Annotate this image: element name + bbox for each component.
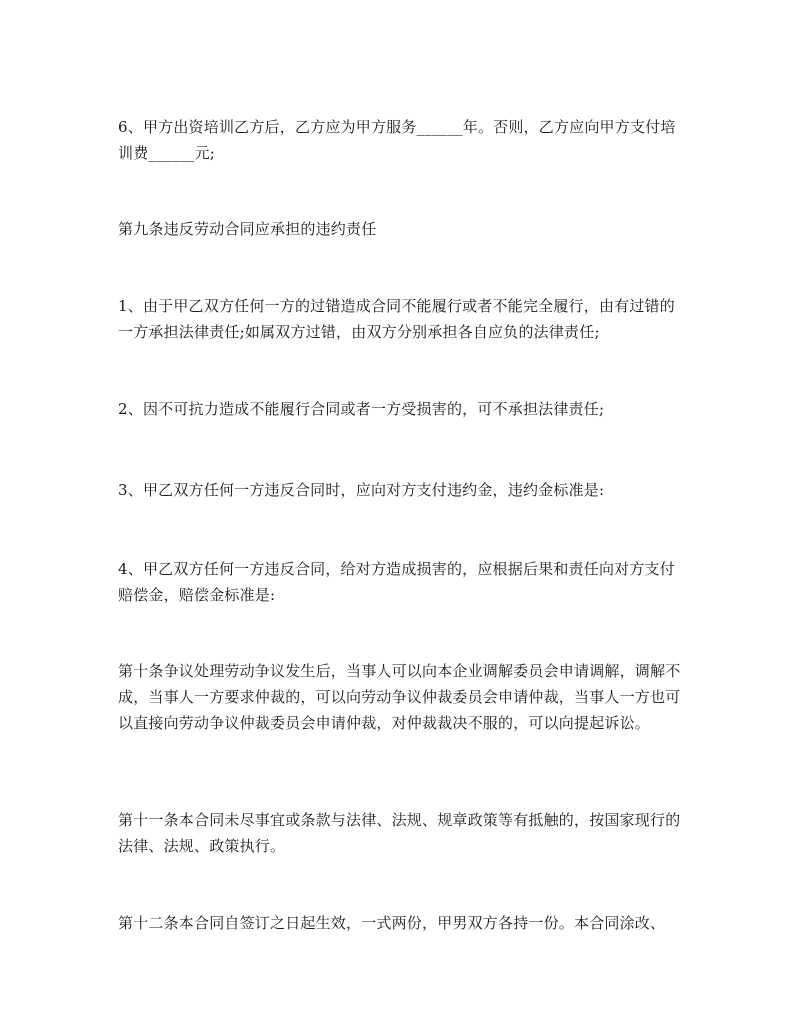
liability-item-4-paragraph: 4、甲乙双方任何一方违反合同，给对方造成损害的，应根据后果和责任向对方支付赔偿金，赔偿金标准是: [118,560,675,604]
liability-item-1-paragraph: 1、由于甲乙双方任何一方的过错造成合同不能履行或者不能完全履行，由有过错的一方承担法律责任;如属双方过错，由双方分别承担各自应负的法律责任; [118,297,675,341]
article-10-dispute-paragraph: 第十条争议处理劳动争议发生后，当事人可以向本企业调解委员会申请调解，调解不成，当事人一方要求仲裁的，可以向劳动争议仲裁委员会申请仲裁，当事人一方也可以直接向劳动争议仲裁委员会申请仲裁，对仲裁裁决不服的，可以向提起诉讼。 [118,662,681,732]
clause-6-training-paragraph: 6、甲方出资培训乙方后，乙方应为甲方服务______年。否则，乙方应向甲方支付培训费______元; [118,118,676,162]
article-11-paragraph: 第十一条本合同未尽事宜或条款与法律、法规、规章政策等有抵触的，按国家现行的法律、法规、政策执行。 [118,811,681,855]
article-12-paragraph: 第十二条本合同自签订之日起生效，一式两份，甲男双方各持一份。本合同涂改、 [118,914,666,932]
article-9-heading: 第九条违反劳动合同应承担的违约责任 [118,220,377,238]
liability-item-3-paragraph: 3、甲乙双方任何一方违反合同时，应向对方支付违约金，违约金标准是: [118,481,605,499]
liability-item-2-paragraph: 2、因不可抗力造成不能履行合同或者一方受损害的，可不承担法律责任; [118,400,605,418]
